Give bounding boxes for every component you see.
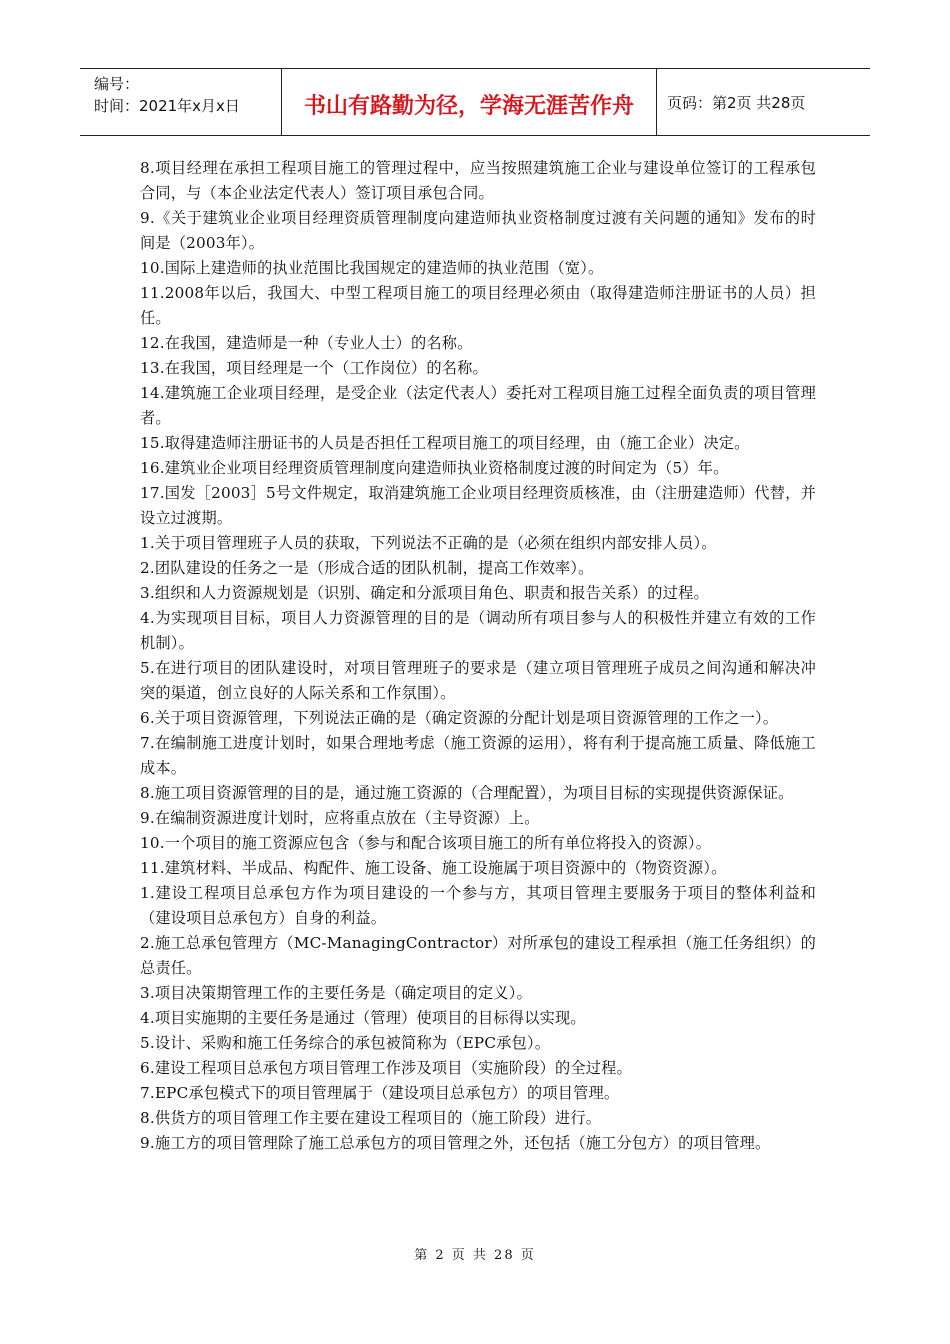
page-header	[80, 68, 870, 136]
question-paragraph: 5.设计、采购和施工任务综合的承包被简称为（EPC承包）。	[140, 1034, 551, 1052]
question-paragraph: 9.施工方的项目管理除了施工总承包方的项目管理之外，还包括（施工分包方）的项目管理。	[140, 1134, 771, 1152]
question-paragraph: 17.国发［2003］5号文件规定，取消建筑施工企业项目经理资质核准，由（注册建造师）代替，并设立过渡期。	[140, 484, 816, 527]
question-paragraph: 10.一个项目的施工资源应包含（参与和配合该项目施工的所有单位将投入的资源）。	[140, 834, 712, 852]
header-motto: 书山有路勤为径，学海无涯苦作舟	[281, 69, 657, 135]
question-paragraph: 2.团队建设的任务之一是（形成合适的团队机制，提高工作效率）。	[140, 559, 594, 577]
document-body	[140, 156, 816, 1156]
question-paragraph: 6.建设工程项目总承包方项目管理工作涉及项目（实施阶段）的全过程。	[140, 1059, 632, 1077]
page-footer: 第 2 页 共 28 页	[414, 1248, 536, 1263]
question-paragraph: 8.供货方的项目管理工作主要在建设工程项目的（施工阶段）进行。	[140, 1109, 602, 1127]
question-paragraph: 7.在编制施工进度计划时，如果合理地考虑（施工资源的运用），将有利于提高施工质量、降低施工成本。	[140, 734, 816, 777]
question-paragraph: 14.建筑施工企业项目经理，是受企业（法定代表人）委托对工程项目施工过程全面负责的项目管理者。	[140, 384, 816, 427]
question-paragraph: 7.EPC承包模式下的项目管理属于（建设项目总承包方）的项目管理。	[140, 1084, 620, 1102]
question-paragraph: 2.施工总承包管理方（MC-ManagingContractor）对所承包的建设工程承担（施工任务组织）的总责任。	[140, 934, 816, 977]
question-paragraph: 9.《关于建筑业企业项目经理资质管理制度向建造师执业资格制度过渡有关问题的通知》发布的时间是（2003年）。	[140, 209, 816, 252]
question-paragraph: 4.为实现项目目标，项目人力资源管理的目的是（调动所有项目参与人的积极性并建立有效的工作机制）。	[140, 609, 816, 652]
question-paragraph: 12.在我国，建造师是一种（专业人士）的名称。	[140, 334, 473, 352]
question-paragraph: 8.施工项目资源管理的目的是，通过施工资源的（合理配置），为项目目标的实现提供资源保证。	[140, 784, 794, 802]
question-paragraph: 11.2008年以后，我国大、中型工程项目施工的项目经理必须由（取得建造师注册证书的人员）担任。	[140, 284, 816, 327]
question-paragraph: 3.组织和人力资源规划是（识别、确定和分派项目角色、职责和报告关系）的过程。	[140, 584, 709, 602]
header-page-info: 页码：第2页 共28页	[667, 93, 806, 112]
question-paragraph: 3.项目决策期管理工作的主要任务是（确定项目的定义）。	[140, 984, 532, 1002]
question-paragraph: 15.取得建造师注册证书的人员是否担任工程项目施工的项目经理，由（施工企业）决定。	[140, 434, 750, 452]
question-paragraph: 9.在编制资源进度计划时，应将重点放在（主导资源）上。	[140, 809, 540, 827]
question-paragraph: 6.关于项目资源管理，下列说法正确的是（确定资源的分配计划是项目资源管理的工作之一）。	[140, 709, 779, 727]
question-paragraph: 13.在我国，项目经理是一个（工作岗位）的名称。	[140, 359, 488, 377]
question-paragraph: 8.项目经理在承担工程项目施工的管理过程中，应当按照建筑施工企业与建设单位签订的工程承包合同，与（本企业法定代表人）签订项目承包合同。	[140, 159, 816, 202]
question-paragraph: 1.建设工程项目总承包方作为项目建设的一个参与方，其项目管理主要服务于项目的整体利益和（建设项目总承包方）自身的利益。	[140, 884, 816, 927]
question-paragraph: 16.建筑业企业项目经理资质管理制度向建造师执业资格制度过渡的时间定为（5）年。	[140, 459, 729, 477]
date-label: 时间：2021年x月x日	[94, 97, 240, 115]
question-paragraph: 1.关于项目管理班子人员的获取，下列说法不正确的是（必须在组织内部安排人员）。	[140, 534, 717, 552]
question-paragraph: 10.国际上建造师的执业范围比我国规定的建造师的执业范围（宽）。	[140, 259, 604, 277]
header-meta	[80, 69, 281, 135]
question-paragraph: 11.建筑材料、半成品、构配件、施工设备、施工设施属于项目资源中的（物资资源）。	[140, 859, 727, 877]
code-label: 编号：	[94, 75, 140, 93]
question-paragraph: 4.项目实施期的主要任务是通过（管理）使项目的目标得以实现。	[140, 1009, 586, 1027]
question-paragraph: 5.在进行项目的团队建设时，对项目管理班子的要求是（建立项目管理班子成员之间沟通和解决冲突的渠道，创立良好的人际关系和工作氛围）。	[140, 659, 816, 702]
